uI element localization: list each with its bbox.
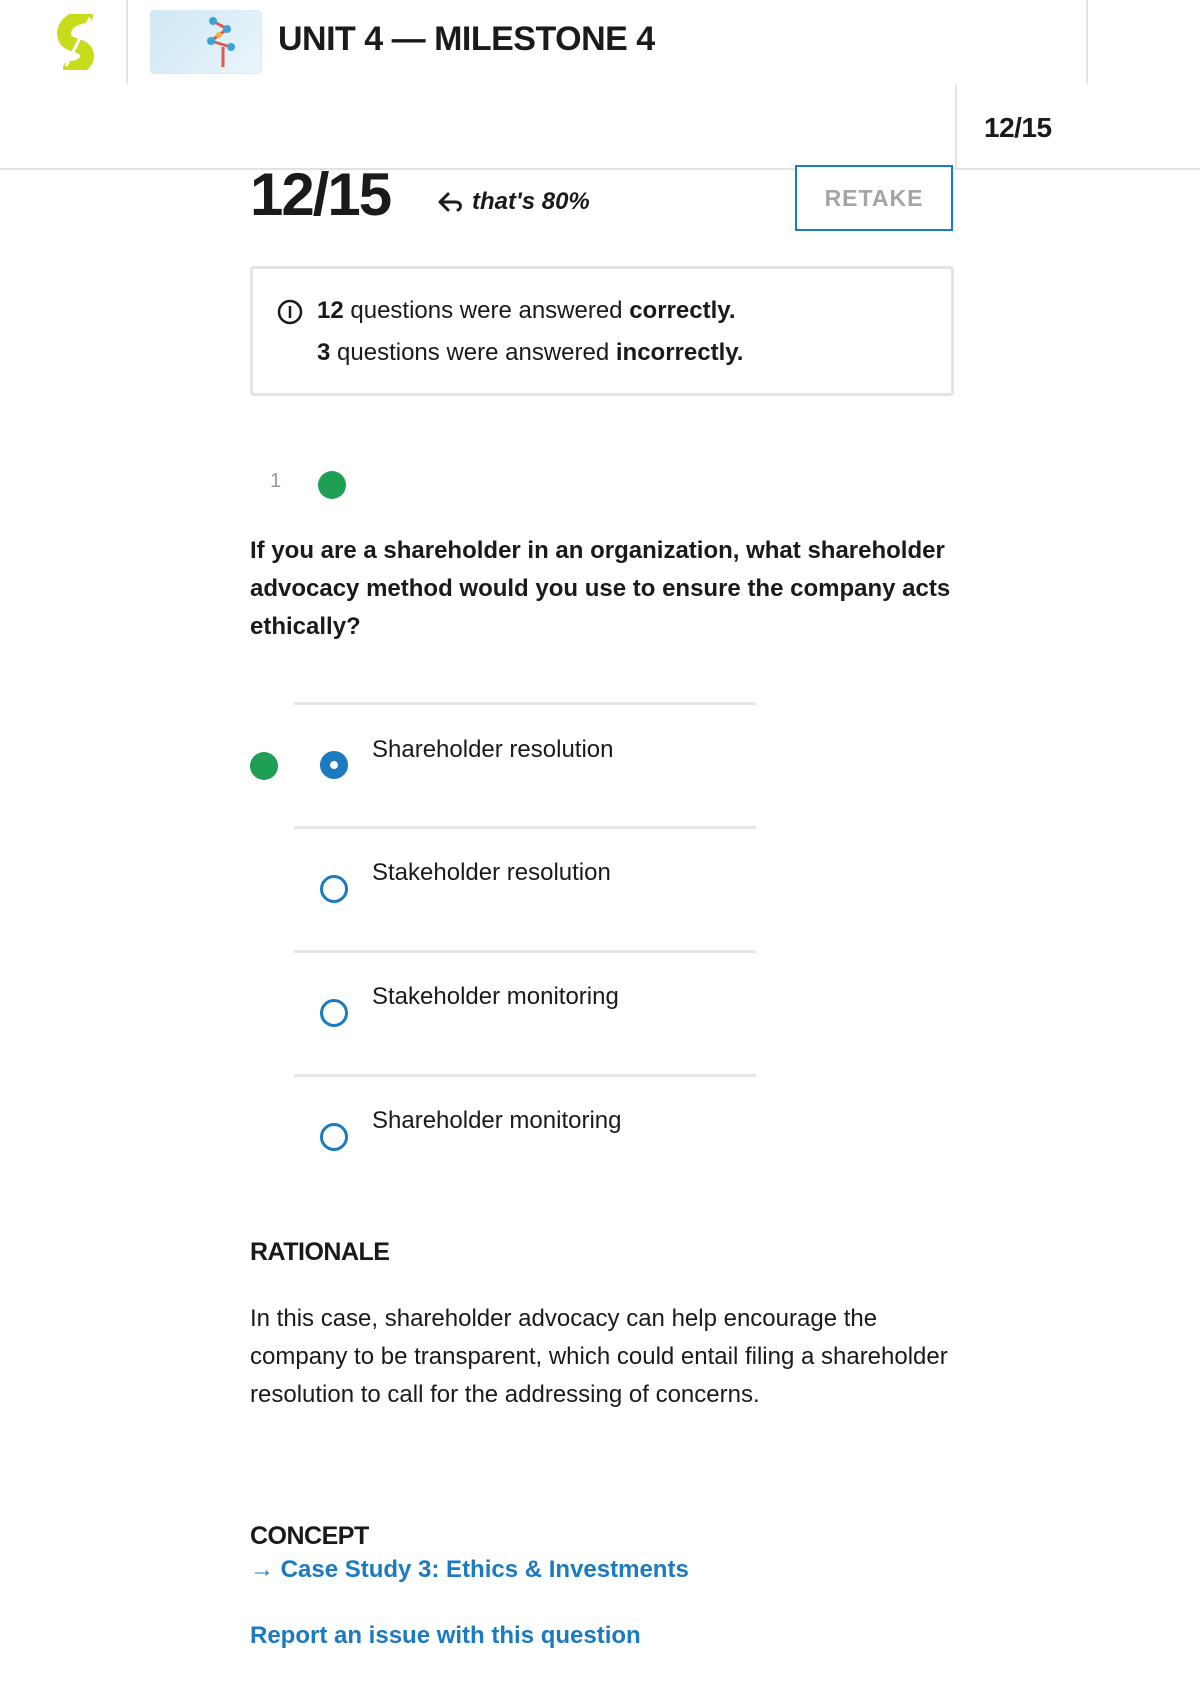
option-label-4[interactable]: Shareholder monitoring (372, 1107, 622, 1134)
info-icon (277, 299, 303, 325)
sophia-logo[interactable] (56, 14, 100, 70)
option-divider (294, 826, 756, 829)
option-divider (294, 702, 756, 705)
rationale-text: In this case, shareholder advocacy can help encourage the company to be transparent, which could entail filing a shareholder resolution to call for the addressing of concerns. (250, 1305, 948, 1408)
incorrect-text: questions were answered (337, 339, 610, 366)
option-label-2[interactable]: Stakeholder resolution (372, 859, 611, 886)
percent-text: that's 80% (472, 188, 590, 215)
unit-title: UNIT 4 — MILESTONE 4 (278, 20, 655, 58)
option-radio-3[interactable] (320, 999, 348, 1027)
concept-link-label: Case Study 3: Ethics & Investments (280, 1556, 689, 1583)
option-radio-4[interactable] (320, 1123, 348, 1151)
app-header (0, 0, 1200, 84)
header-divider (1086, 0, 1088, 84)
report-issue-link[interactable]: Report an issue with this question (250, 1622, 641, 1649)
option-divider (294, 950, 756, 953)
question-number: 1 (270, 470, 282, 492)
results-summary (250, 266, 954, 396)
option-radio-2[interactable] (320, 875, 348, 903)
score-bar-divider (955, 84, 957, 168)
header-divider (126, 0, 128, 84)
score-bar (0, 84, 1200, 170)
correct-word: correctly. (629, 297, 736, 324)
header-score: 12/15 (984, 112, 1052, 143)
incorrect-count: 3 (317, 339, 331, 366)
correct-answer-marker (250, 752, 278, 780)
option-radio-1[interactable] (320, 751, 348, 779)
incorrect-summary (317, 339, 743, 367)
percent-note (436, 188, 590, 216)
option-label-3[interactable]: Stakeholder monitoring (372, 983, 619, 1010)
incorrect-word: incorrectly. (615, 339, 744, 366)
option-divider (294, 1074, 756, 1077)
rationale-heading: RATIONALE (250, 1238, 390, 1266)
arrow-right-icon: → (250, 1556, 274, 1583)
stick-figure-illustration (151, 11, 261, 73)
correct-text: questions were answered (350, 297, 623, 324)
option-label-1[interactable]: Shareholder resolution (372, 736, 614, 763)
concept-link[interactable] (250, 1556, 689, 1584)
correct-summary (317, 297, 735, 325)
unit-thumbnail (150, 10, 262, 74)
concept-heading: CONCEPT (250, 1522, 369, 1550)
return-arrow-icon (436, 190, 466, 214)
correct-count: 12 (317, 297, 344, 324)
question-text: If you are a shareholder in an organization, what shareholder advocacy method would you use to ensure the company acts ethically? (250, 537, 951, 640)
question-correct-indicator (318, 471, 346, 499)
retake-button[interactable]: RETAKE (795, 165, 953, 231)
final-score: 12/15 (250, 161, 391, 228)
